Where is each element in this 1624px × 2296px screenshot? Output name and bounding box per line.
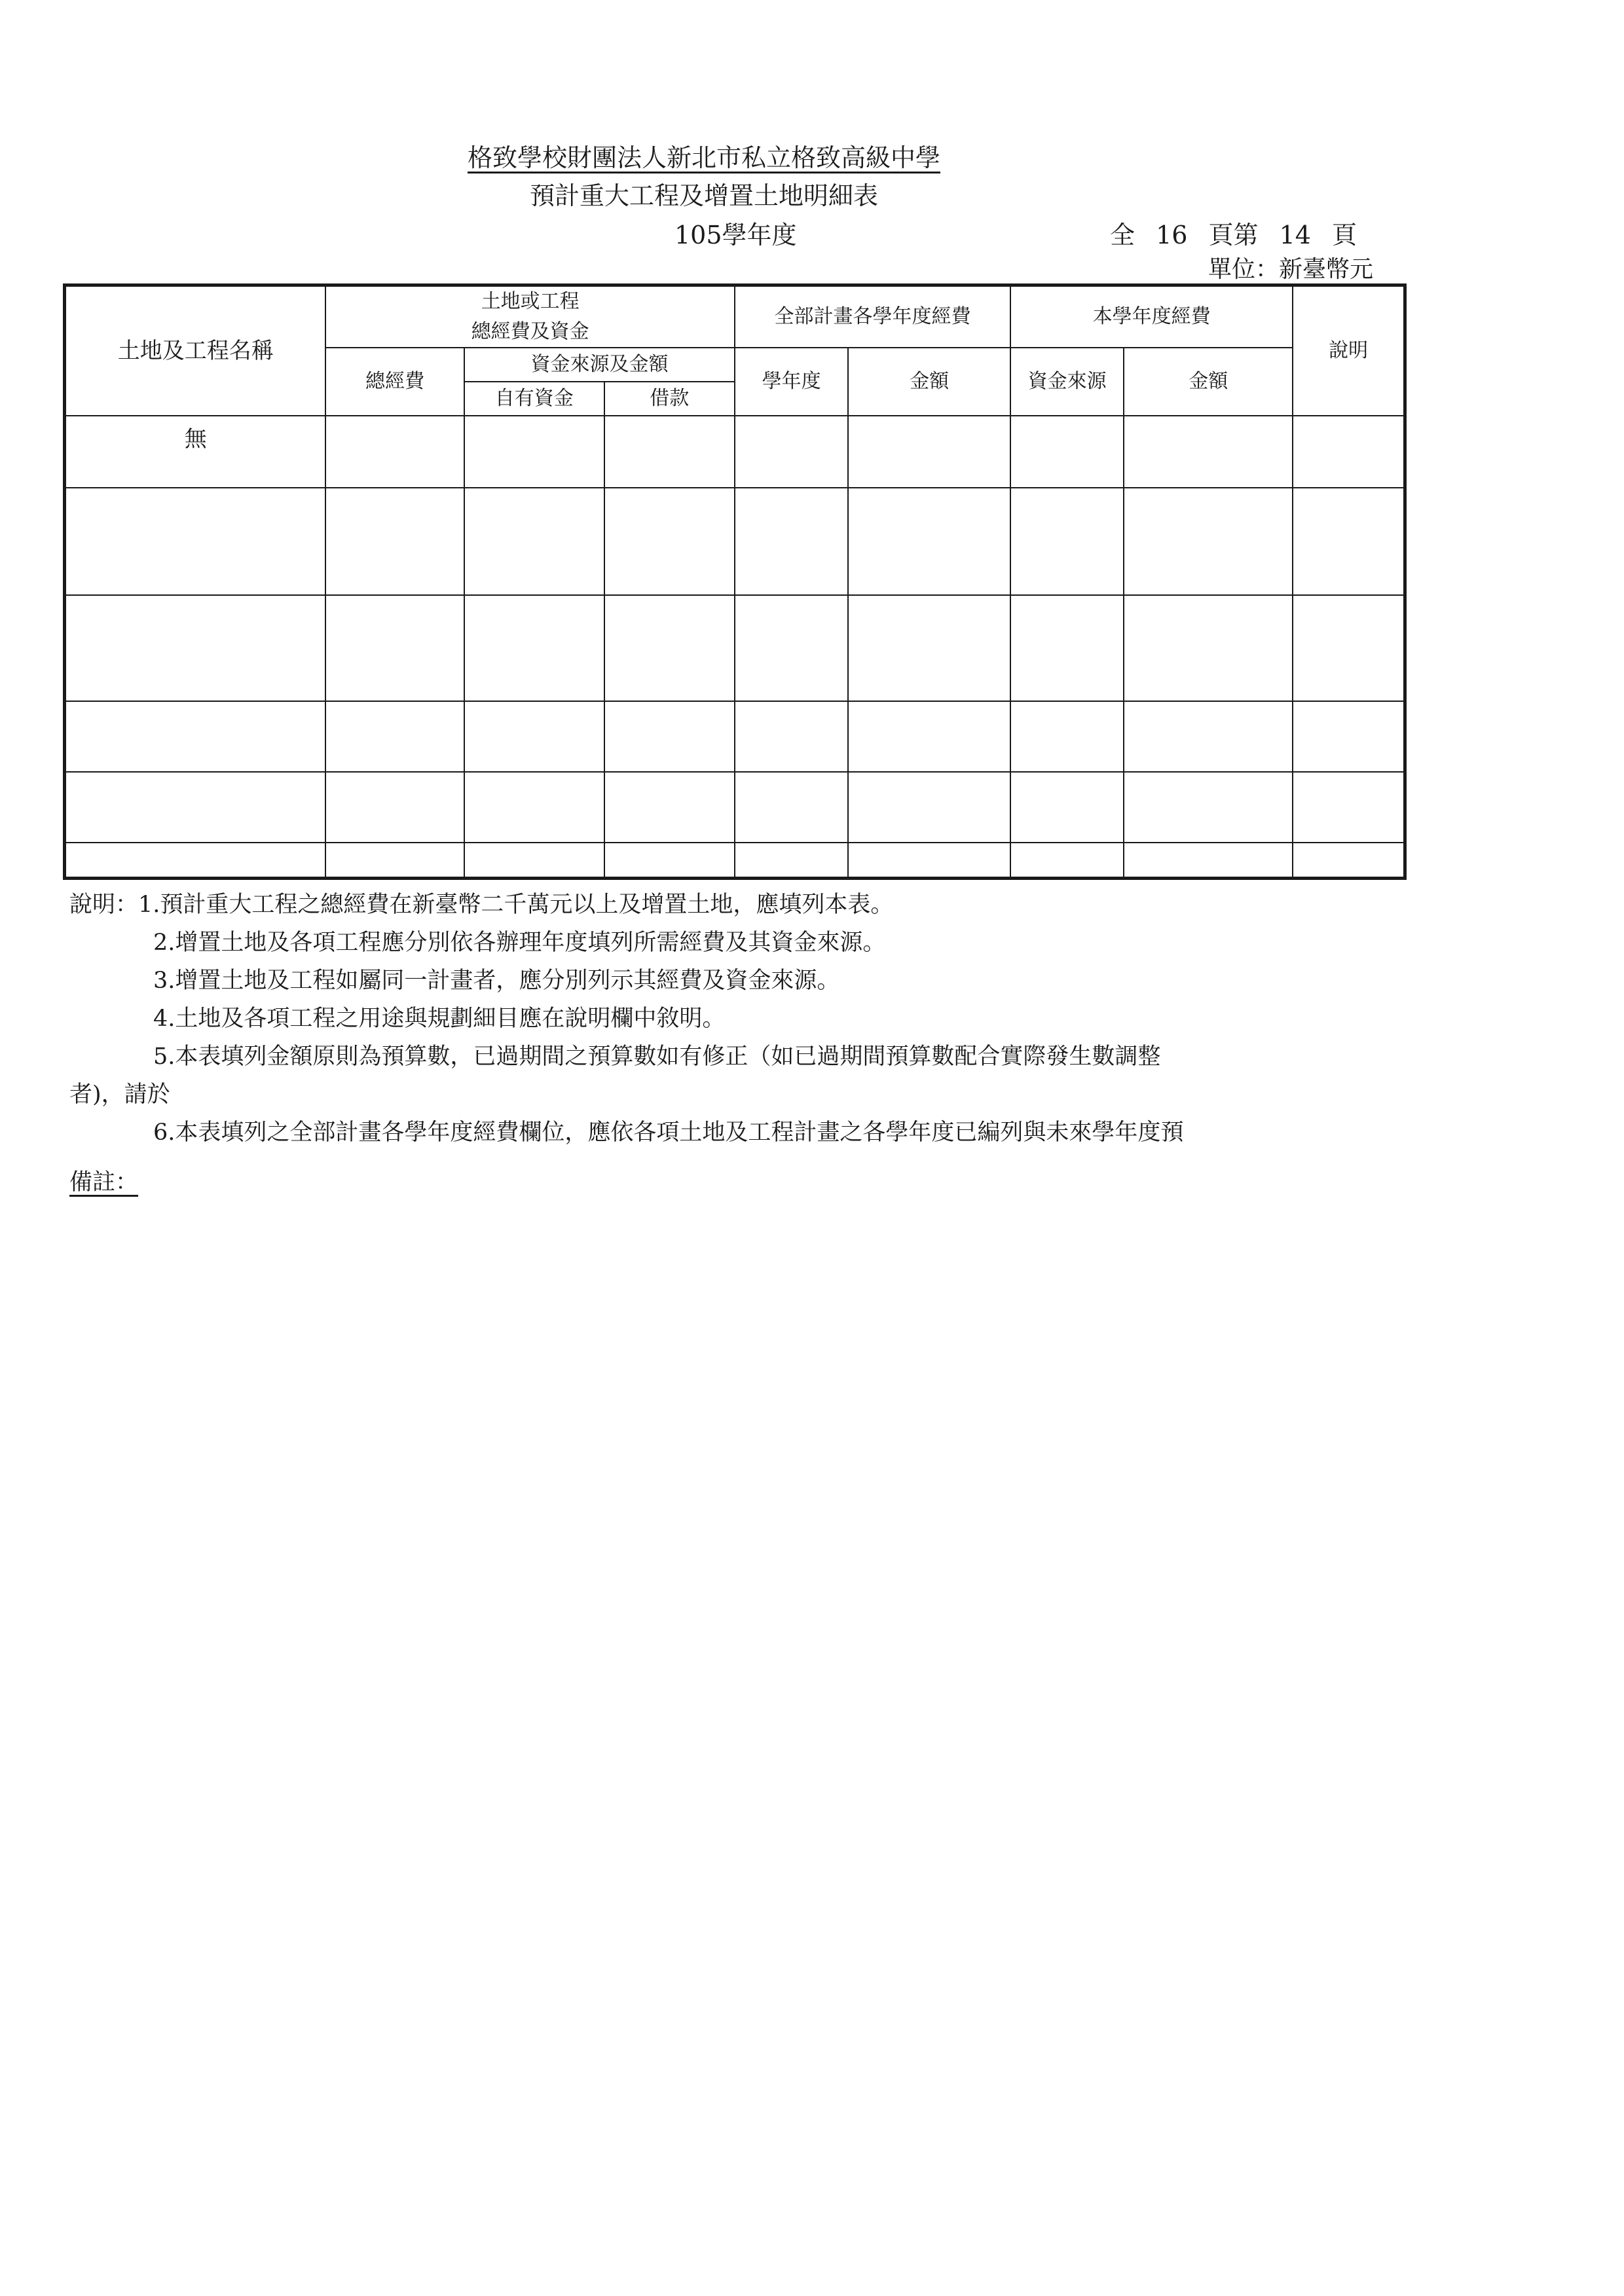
table-cell [1010, 843, 1124, 878]
notes-label: 說明： [69, 892, 139, 918]
header-total-cost: 總經費 [325, 348, 464, 416]
table-cell [1010, 772, 1124, 843]
table-cell [464, 416, 604, 488]
table-row [65, 843, 1405, 878]
header-own-funds: 自有資金 [464, 382, 604, 416]
page-info: 全 16 頁第 14 頁 [1110, 221, 1357, 249]
table-cell [325, 701, 464, 772]
table-cell [464, 488, 604, 595]
table-cell [1124, 416, 1293, 488]
table-cell [1293, 843, 1405, 878]
table-cell [848, 416, 1010, 488]
table-cell [325, 772, 464, 843]
header-total-group-line1: 土地或工程 [481, 290, 580, 313]
project-table [63, 283, 1407, 880]
table-cell [1124, 488, 1293, 595]
table-row [65, 701, 1405, 772]
form-title: 預計重大工程及增置土地明細表 [529, 181, 878, 210]
remarks-label: 備註： [69, 1169, 139, 1195]
table-cell [1124, 843, 1293, 878]
note-item: 6.本表填列之全部計畫各學年度經費欄位，應依各項土地及工程計畫之各學年度已編列與未來學年度預 [153, 1120, 1184, 1146]
table-cell [735, 416, 848, 488]
first-row-name: 無 [65, 416, 326, 488]
note-item: 4.土地及各項工程之用途與規劃細目應在說明欄中敘明。 [153, 1006, 726, 1032]
header-total-group-line2: 總經費及資金 [471, 320, 589, 343]
header-funding-group: 資金來源及金額 [464, 348, 735, 382]
note-item: 1.預計重大工程之總經費在新臺幣二千萬元以上及增置土地，應填列本表。 [138, 892, 894, 918]
header-plan-amount: 金額 [848, 348, 1010, 416]
table-row [65, 772, 1405, 843]
table-cell [325, 595, 464, 701]
table-cell [1293, 416, 1405, 488]
table-cell [65, 772, 326, 843]
table-cell [464, 772, 604, 843]
header-current-group: 本學年度經費 [1010, 285, 1293, 348]
note-item: 2.增置土地及各項工程應分別依各辦理年度填列所需經費及其資金來源。 [153, 930, 886, 956]
table-cell [604, 701, 735, 772]
table-cell [735, 488, 848, 595]
notes [69, 886, 1183, 1152]
header-current-amount: 金額 [1124, 348, 1293, 416]
table-cell [848, 772, 1010, 843]
header-plan-group: 全部計畫各學年度經費 [735, 285, 1010, 348]
table-cell [735, 595, 848, 701]
table-cell [1010, 701, 1124, 772]
table-cell [604, 843, 735, 878]
table-row [65, 595, 1405, 701]
currency-unit: 單位：新臺幣元 [1208, 256, 1374, 283]
header-current-source: 資金來源 [1010, 348, 1124, 416]
table-cell [604, 595, 735, 701]
table-cell [325, 488, 464, 595]
note-line-1 [69, 886, 1183, 924]
note-item: 3.增置土地及工程如屬同一計畫者，應分別列示其經費及資金來源。 [153, 968, 840, 994]
table-cell [604, 772, 735, 843]
table-cell [65, 595, 326, 701]
table-cell [735, 843, 848, 878]
table-cell [65, 701, 326, 772]
table-cell [1293, 595, 1405, 701]
header-remark: 說明 [1293, 285, 1405, 416]
table-cell [325, 416, 464, 488]
table-cell [1010, 416, 1124, 488]
table-cell [464, 595, 604, 701]
table-cell [604, 416, 735, 488]
table-cell [464, 843, 604, 878]
header-total-group [325, 285, 735, 348]
table-cell [325, 843, 464, 878]
org-title: 格致學校財團法人新北市私立格致高級中學 [467, 143, 940, 172]
table-cell [1010, 595, 1124, 701]
table-cell [1293, 772, 1405, 843]
table-cell [848, 701, 1010, 772]
table-cell [464, 701, 604, 772]
table-cell [848, 595, 1010, 701]
table-cell [65, 843, 326, 878]
note-item: 5.本表填列金額原則為預算數，已過期間之預算數如有修正（如已過期間預算數配合實際發生數調整 [153, 1044, 1161, 1070]
note-item: 者)，請於 [69, 1082, 170, 1108]
header-name: 土地及工程名稱 [65, 285, 326, 416]
table-cell [65, 488, 326, 595]
table-cell [735, 772, 848, 843]
table-cell [1124, 595, 1293, 701]
table-cell [1293, 488, 1405, 595]
table-cell [1124, 772, 1293, 843]
table-cell [604, 488, 735, 595]
table-cell [848, 843, 1010, 878]
school-year: 105學年度 [674, 221, 797, 249]
table-cell [1010, 488, 1124, 595]
table-row [65, 416, 1405, 488]
table-cell [735, 701, 848, 772]
table-cell [1124, 701, 1293, 772]
table-cell [1293, 701, 1405, 772]
header-plan-year: 學年度 [735, 348, 848, 416]
table-cell [848, 488, 1010, 595]
table-row [65, 488, 1405, 595]
header-loan: 借款 [604, 382, 735, 416]
